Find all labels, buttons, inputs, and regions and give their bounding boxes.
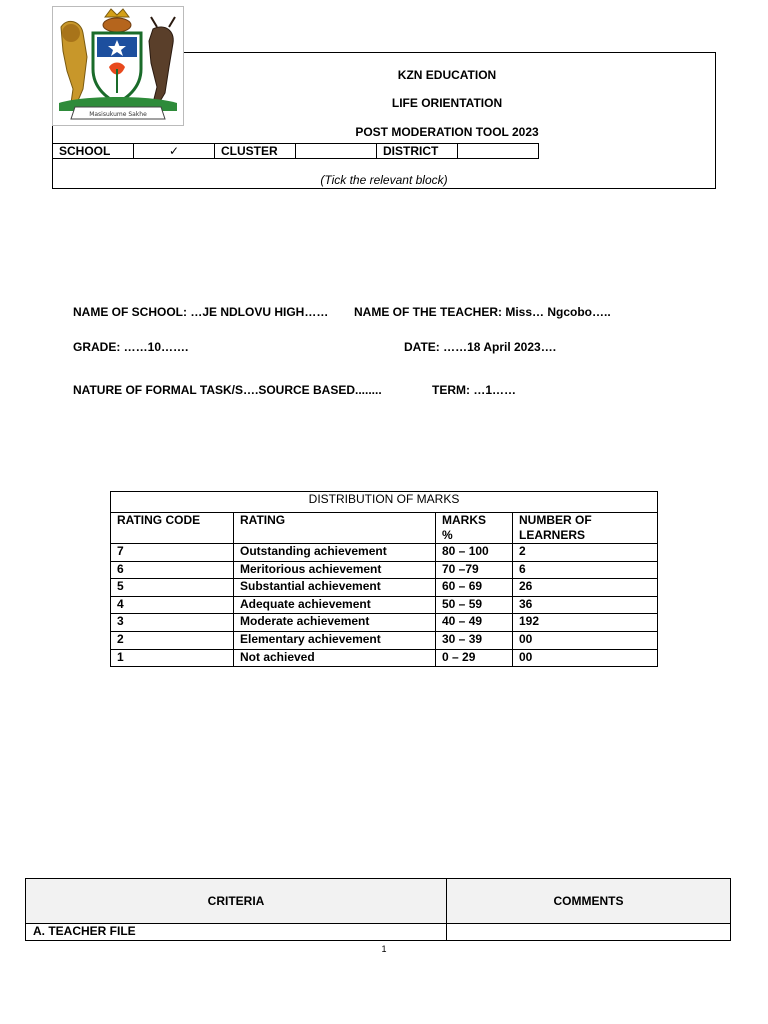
col-marks: MARKS % (436, 513, 513, 544)
distribution-table (110, 491, 658, 667)
criteria-header: CRITERIA (26, 879, 447, 924)
marks-cell: 60 – 69 (436, 579, 513, 597)
cluster-tick-cell[interactable] (296, 144, 377, 159)
rating-code-cell: 6 (111, 561, 234, 579)
teacher-name: NAME OF THE TEACHER: Miss… Ngcobo….. (354, 305, 611, 319)
learners-cell: 192 (513, 614, 658, 632)
marks-cell: 0 – 29 (436, 649, 513, 667)
marks-cell: 80 – 100 (436, 544, 513, 562)
learners-cell: 6 (513, 561, 658, 579)
school-label: SCHOOL (53, 144, 134, 159)
district-label: DISTRICT (377, 144, 458, 159)
rating-cell: Meritorious achievement (234, 561, 436, 579)
rating-cell: Elementary achievement (234, 631, 436, 649)
rating-cell: Not achieved (234, 649, 436, 667)
marks-cell: 30 – 39 (436, 631, 513, 649)
learners-cell: 26 (513, 579, 658, 597)
rating-cell: Moderate achievement (234, 614, 436, 632)
school-tick-cell[interactable]: ✓ (134, 144, 215, 159)
table-row (111, 631, 658, 649)
term: TERM: …1…… (432, 383, 516, 397)
header-subject: LIFE ORIENTATION (391, 96, 503, 110)
page-number: 1 (381, 944, 387, 954)
table-row (111, 649, 658, 667)
school-name: NAME OF SCHOOL: …JE NDLOVU HIGH…… (73, 305, 329, 319)
table-row (111, 544, 658, 562)
district-tick-cell[interactable] (458, 144, 539, 159)
criteria-table (25, 878, 731, 941)
marks-cell: 40 – 49 (436, 614, 513, 632)
col-rating-code: RATING CODE (111, 513, 234, 544)
formal-task: NATURE OF FORMAL TASK/S….SOURCE BASED........ (73, 383, 382, 397)
learners-cell: 2 (513, 544, 658, 562)
grade: GRADE: ……10……. (73, 340, 189, 354)
rating-code-cell: 3 (111, 614, 234, 632)
marks-cell: 50 – 59 (436, 596, 513, 614)
rating-code-cell: 5 (111, 579, 234, 597)
header-org: KZN EDUCATION (397, 68, 497, 82)
tick-instruction: (Tick the relevant block) (320, 173, 448, 187)
section-a-comment[interactable] (447, 924, 731, 941)
header-tool-title: POST MODERATION TOOL 2023 (355, 125, 539, 139)
rating-cell: Adequate achievement (234, 596, 436, 614)
distribution-caption: DISTRIBUTION OF MARKS (111, 492, 658, 513)
rating-cell: Substantial achievement (234, 579, 436, 597)
svg-text:Masisukume Sakhe: Masisukume Sakhe (89, 111, 147, 118)
cluster-label: CLUSTER (215, 144, 296, 159)
table-row (111, 596, 658, 614)
rating-code-cell: 2 (111, 631, 234, 649)
col-rating: RATING (234, 513, 436, 544)
marks-cell: 70 –79 (436, 561, 513, 579)
section-a-label: A. TEACHER FILE (26, 924, 447, 941)
table-row (111, 561, 658, 579)
learners-cell: 00 (513, 631, 658, 649)
learners-cell: 36 (513, 596, 658, 614)
coat-of-arms-logo (52, 6, 184, 126)
rating-code-cell: 7 (111, 544, 234, 562)
table-row (111, 614, 658, 632)
rating-code-cell: 1 (111, 649, 234, 667)
rating-code-cell: 4 (111, 596, 234, 614)
comments-header: COMMENTS (447, 879, 731, 924)
table-row (111, 579, 658, 597)
col-learners: NUMBER OF LEARNERS (513, 513, 658, 544)
level-choice-table (52, 143, 539, 159)
rating-cell: Outstanding achievement (234, 544, 436, 562)
date: DATE: ……18 April 2023…. (404, 340, 557, 354)
learners-cell: 00 (513, 649, 658, 667)
